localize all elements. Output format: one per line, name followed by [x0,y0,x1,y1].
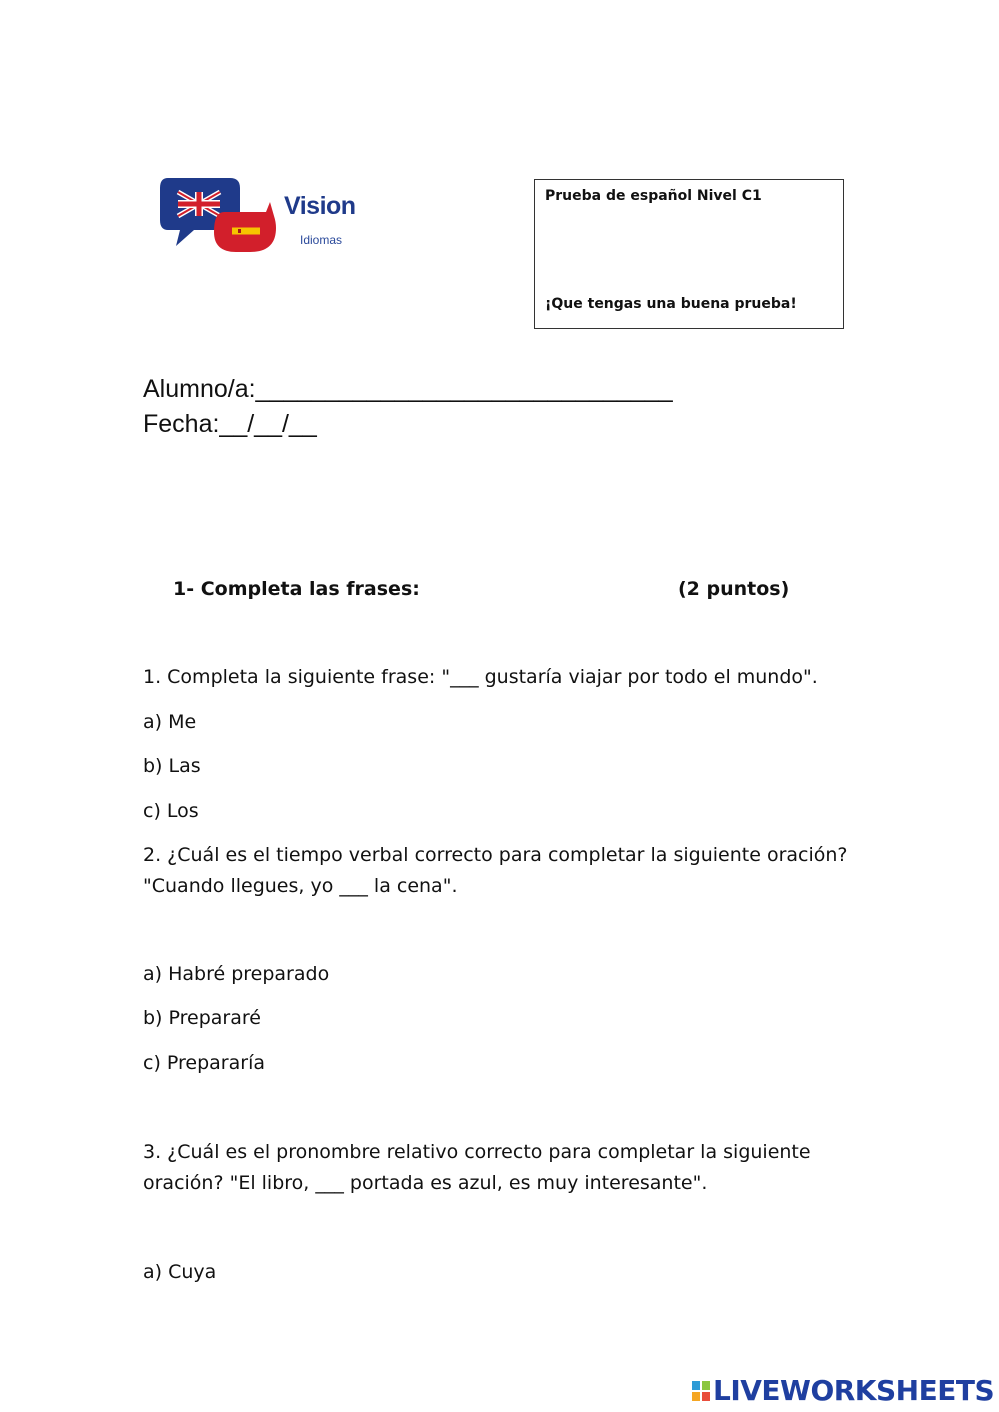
question-3-text-line-2: oración? "El libro, ___ portada es azul, es muy interesante". [143,1172,708,1194]
date-field[interactable]: Fecha:__/__/__ [143,410,317,438]
good-luck-message: ¡Que tengas una buena prueba! [545,296,797,312]
liveworksheets-brand [691,1374,994,1407]
test-title: Prueba de español Nivel C1 [545,188,762,204]
question-3-option-a[interactable]: a) Cuya [143,1261,217,1283]
section-title: 1- Completa las frases: [173,578,420,600]
section-points: (2 puntos) [678,578,790,600]
brand-name: LIVEWORKSHEETS [713,1374,995,1407]
question-2-text-line-2: "Cuando llegues, yo ___ la cena". [143,875,458,897]
question-2-text-line-1: 2. ¿Cuál es el tiempo verbal correcto para completar la siguiente oración? [143,844,848,866]
question-2-option-c[interactable]: c) Prepararía [143,1052,265,1074]
question-1-option-b[interactable]: b) Las [143,755,201,777]
question-1-text: 1. Completa la siguiente frase: "___ gustaría viajar por todo el mundo". [143,666,818,688]
student-name-field[interactable]: Alumno/a:______________________________ [143,375,673,403]
question-1-option-a[interactable]: a) Me [143,711,197,733]
question-2-option-a[interactable]: a) Habré preparado [143,963,330,985]
question-2-option-b[interactable]: b) Prepararé [143,1007,261,1029]
liveworksheets-logo-icon [691,1380,711,1402]
question-3-text-line-1: 3. ¿Cuál es el pronombre relativo correcto para completar la siguiente [143,1141,811,1163]
question-1-option-c[interactable]: c) Los [143,800,199,822]
logo-subtitle: Idiomas [300,233,343,247]
logo-name: Vision [284,192,356,220]
